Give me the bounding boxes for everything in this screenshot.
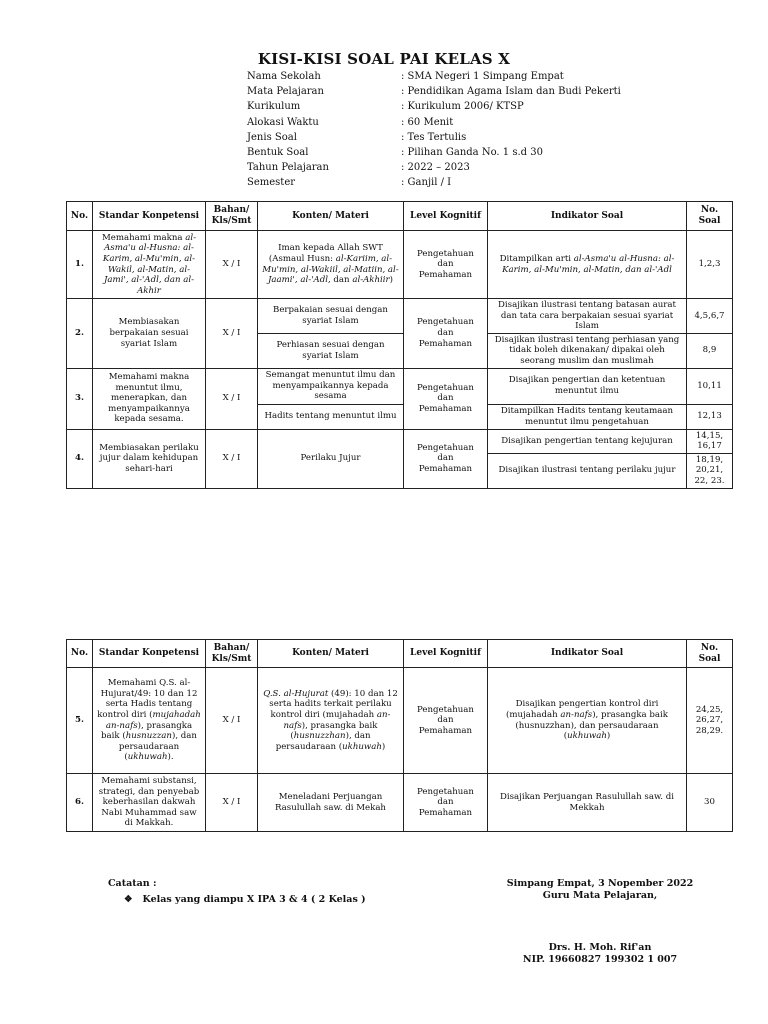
konten-materi: Hadits tentang menuntut ilmu [258, 404, 404, 429]
standar-kompetensi: Membiasakan perilaku jujur dalam kehidupan sehari-hari [93, 429, 206, 488]
info-value: : Pendidikan Agama Islam dan Budi Pekerti [401, 86, 621, 98]
nomor-soal: 14,15, 16,17 [687, 429, 733, 453]
table-row [67, 299, 733, 334]
level-kognitif: Pengetahuan dan Pemahaman [404, 368, 488, 429]
col-no-header: No. [67, 202, 93, 231]
nomor-soal: 8,9 [687, 333, 733, 368]
signature-block [470, 878, 730, 966]
kisi-kisi-table-2 [66, 639, 733, 832]
document-info [247, 69, 621, 191]
info-value: : 2022 – 2023 [401, 162, 470, 174]
level-kognitif: Pengetahuan dan Pemahaman [404, 231, 488, 299]
indikator-soal: Disajikan pengertian dan ketentuan menuntut ilmu [488, 368, 687, 404]
table-row [67, 429, 733, 453]
info-label: Mata Pelajaran [247, 86, 324, 98]
nomor-soal: 12,13 [687, 404, 733, 429]
row-number: 1. [67, 231, 93, 299]
konten-materi: Meneladani Perjuangan Rasulullah saw. di Mekah [258, 774, 404, 832]
kisi-kisi-table-1 [66, 201, 733, 489]
nomor-soal: 1,2,3 [687, 231, 733, 299]
standar-kompetensi: Membiasakan berpakaian sesuai syariat Islam [93, 299, 206, 369]
kelas-semester: X / I [206, 429, 258, 488]
col-bahan-header: Bahan/ Kls/Smt [206, 202, 258, 231]
info-row [247, 145, 621, 160]
indikator-soal: Disajikan ilustrasi tentang perhiasan yang tidak boleh dikenakan/ dipakai oleh seorang muslim dan muslimah [488, 333, 687, 368]
nomor-soal: 24,25, 26,27, 28,29. [687, 668, 733, 774]
col-indikator-header: Indikator Soal [488, 640, 687, 668]
info-label: Kurikulum [247, 101, 301, 113]
indikator-soal: Ditampilkan arti al-Asma'u al-Husna: al-Karim, al-Mu'min, al-Matin, dan al-'Adl [488, 231, 687, 299]
indikator-soal: Ditampilkan Hadits tentang keutamaan menuntut ilmu pengetahuan [488, 404, 687, 429]
indikator-soal: Disajikan ilustrasi tentang perilaku jujur [488, 453, 687, 488]
info-label: Semester [247, 177, 296, 189]
indikator-soal: Disajikan Perjuangan Rasulullah saw. di Mekkah [488, 774, 687, 832]
row-number: 2. [67, 299, 93, 369]
info-value: : SMA Negeri 1 Simpang Empat [401, 71, 564, 82]
row-number: 5. [67, 668, 93, 774]
level-kognitif: Pengetahuan dan Pemahaman [404, 429, 488, 488]
info-value: : Kurikulum 2006/ KTSP [401, 101, 524, 113]
table-row [67, 668, 733, 774]
kelas-semester: X / I [206, 231, 258, 299]
row-number: 4. [67, 429, 93, 488]
info-row [247, 130, 621, 145]
signature-role: Guru Mata Pelajaran, [542, 890, 658, 901]
konten-materi: Perhiasan sesuai dengan syariat Islam [258, 333, 404, 368]
info-value: : Pilihan Ganda No. 1 s.d 30 [401, 147, 543, 159]
indikator-soal: Disajikan pengertian kontrol diri (mujahadah an-nafs), prasangka baik (husnuzzhan), dan persaudaraan (ukhuwah) [488, 668, 687, 774]
col-sk-header: Standar Konpetensi [93, 202, 206, 231]
col-level-header: Level Kognitif [404, 640, 488, 668]
notes-label: Catatan : [108, 878, 157, 889]
nomor-soal: 30 [687, 774, 733, 832]
kelas-semester: X / I [206, 668, 258, 774]
info-label: Tahun Pelajaran [247, 162, 329, 174]
standar-kompetensi: Memahami makna menuntut ilmu, menerapkan, dan menyampaikannya kepada sesama. [93, 368, 206, 429]
place-date: Simpang Empat, 3 Nopember 2022 [506, 878, 694, 889]
row-number: 3. [67, 368, 93, 429]
info-label: Alokasi Waktu [247, 116, 319, 128]
header-row [67, 202, 733, 231]
col-nosoal-header: No. Soal [687, 640, 733, 668]
konten-materi: Berpakaian sesuai dengan syariat Islam [258, 299, 404, 334]
standar-kompetensi: Memahami makna al-Asma'u al-Husna: al-Karim, al-Mu'min, al-Wakil, al-Matin, al-Jami', al-'Adl, dan al-Akhir [93, 231, 206, 299]
level-kognitif: Pengetahuan dan Pemahaman [404, 668, 488, 774]
info-row [247, 175, 621, 190]
table-row [67, 231, 733, 299]
col-nosoal-header: No. Soal [687, 202, 733, 231]
col-konten-header: Konten/ Materi [258, 202, 404, 231]
standar-kompetensi: Memahami substansi, strategi, dan penyebab keberhasilan dakwah Nabi Muhammad saw di Makkah. [93, 774, 206, 832]
nomor-soal: 4,5,6,7 [687, 299, 733, 334]
level-kognitif: Pengetahuan dan Pemahaman [404, 774, 488, 832]
table-row [67, 774, 733, 832]
level-kognitif: Pengetahuan dan Pemahaman [404, 299, 488, 369]
nomor-soal: 10,11 [687, 368, 733, 404]
col-indikator-header: Indikator Soal [488, 202, 687, 231]
info-row [247, 115, 621, 130]
info-row [247, 84, 621, 99]
signature-nip: NIP. 19660827 199302 1 007 [522, 954, 678, 965]
nomor-soal: 18,19, 20,21, 22, 23. [687, 453, 733, 488]
col-level-header: Level Kognitif [404, 202, 488, 231]
table-row [67, 368, 733, 404]
kelas-semester: X / I [206, 299, 258, 369]
page-title: KISI-KISI SOAL PAI KELAS X [257, 50, 511, 68]
col-sk-header: Standar Konpetensi [93, 640, 206, 668]
kelas-semester: X / I [206, 368, 258, 429]
indikator-soal: Disajikan ilustrasi tentang batasan aurat dan tata cara berpakaian sesuai syariat Islam [488, 299, 687, 334]
info-row [247, 69, 621, 84]
info-label: Bentuk Soal [247, 147, 309, 159]
standar-kompetensi: Memahami Q.S. al-Hujurat/49: 10 dan 12 serta Hadis tentang kontrol diri (mujahadah an-nafs), prasangka baik (husnuzzan), dan persaudaraan (ukhuwah). [93, 668, 206, 774]
bullet-icon: ❖ [124, 894, 133, 905]
signature-name: Drs. H. Moh. Rif'an [548, 942, 652, 953]
col-bahan-header: Bahan/ Kls/Smt [206, 640, 258, 668]
info-row [247, 160, 621, 175]
col-konten-header: Konten/ Materi [258, 640, 404, 668]
konten-materi: Semangat menuntut ilmu dan menyampaikannya kepada sesama [258, 368, 404, 404]
konten-materi: Perilaku Jujur [258, 429, 404, 488]
header-row [67, 640, 733, 668]
konten-materi: Iman kepada Allah SWT (Asmaul Husn: al-Kariim, al-Mu'min, al-Wakiil, al-Matiin, al-Jaami', al-'Adl, dan al-Akhiir) [258, 231, 404, 299]
class-note-text: Kelas yang diampu X IPA 3 & 4 ( 2 Kelas ) [142, 894, 366, 905]
info-row [247, 99, 621, 114]
kelas-semester: X / I [206, 774, 258, 832]
info-value: : Tes Tertulis [401, 131, 467, 143]
indikator-soal: Disajikan pengertian tentang kejujuran [488, 429, 687, 453]
col-no-header: No. [67, 640, 93, 668]
info-label: Jenis Soal [247, 131, 297, 143]
info-value: : Ganjil / I [401, 177, 452, 189]
konten-materi: Q.S. al-Hujurat (49): 10 dan 12 serta hadits terkait perilaku kontrol diri (mujahadah an-nafs), prasangka baik (husnuzzhan), dan persaudaraan (ukhuwah) [258, 668, 404, 774]
class-note [124, 894, 366, 905]
row-number: 6. [67, 774, 93, 832]
info-label: Nama Sekolah [247, 71, 321, 82]
info-value: : 60 Menit [401, 116, 454, 128]
